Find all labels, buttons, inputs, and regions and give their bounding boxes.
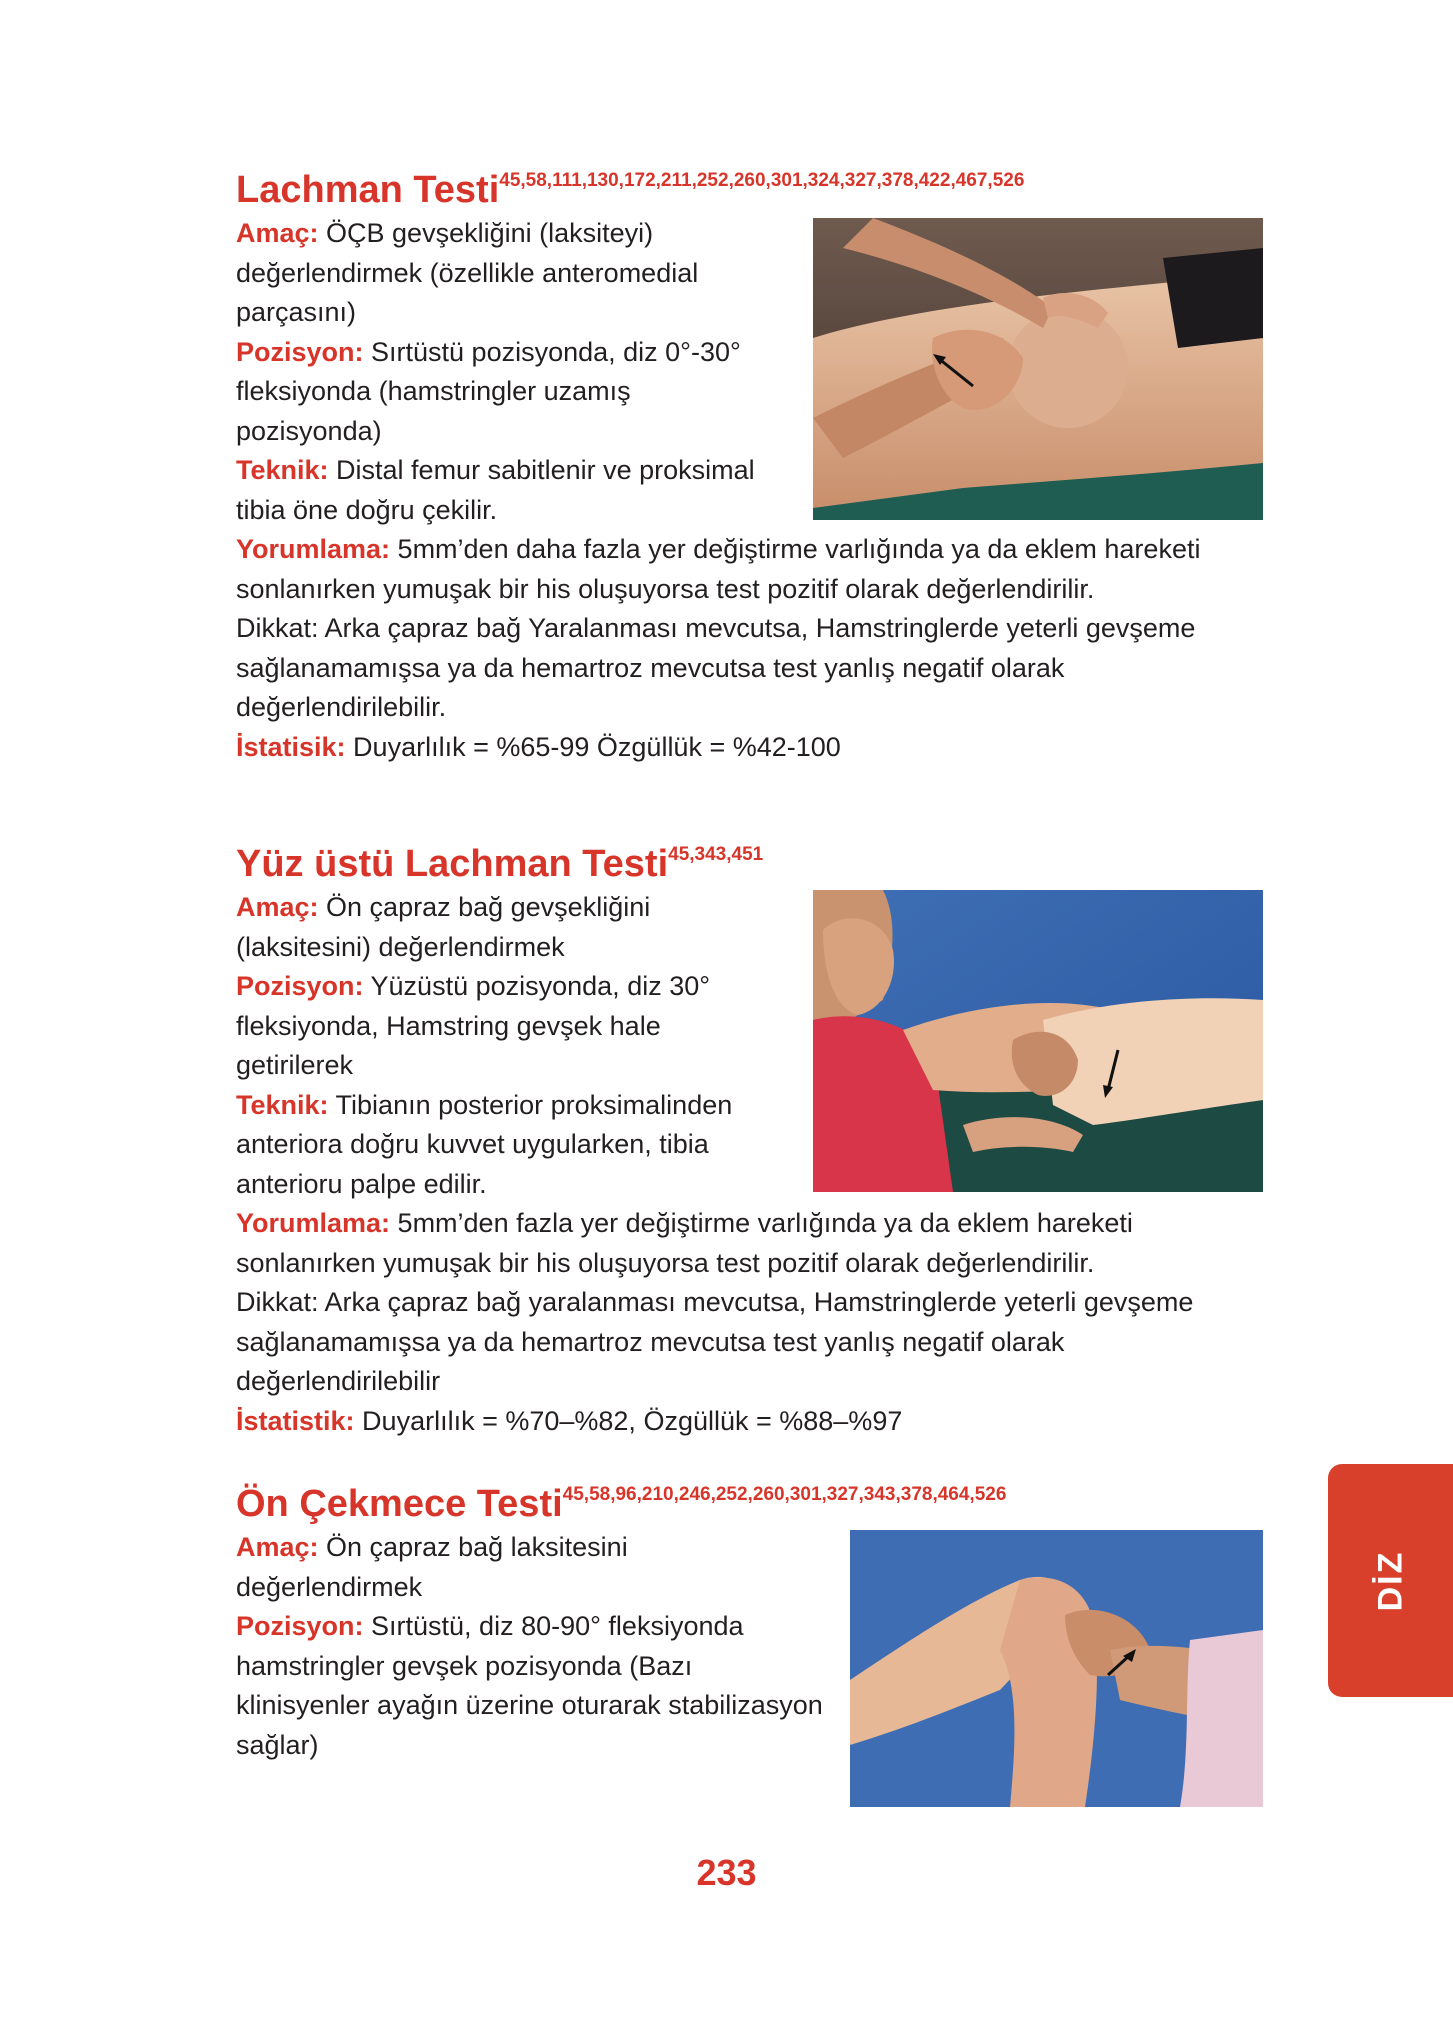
amac-label: Amaç: [236, 1532, 319, 1562]
dikkat-paragraph: Dikkat: Arka çapraz bağ Yaralanması mevcutsa, Hamstringlerde yeterli gevşeme sağlanamamışsa ya da hemartroz mevcutsa test yanlış negatif olarak değerlendirilebilir. [236, 613, 1196, 722]
amac-text: Ön çapraz bağ laksitesini değerlendirmek [236, 1532, 628, 1602]
istatistik-text: Duyarlılık = %65-99 Özgüllük = %42-100 [345, 731, 841, 762]
amac-paragraph [236, 214, 796, 333]
teknik-label: Teknik: [236, 1089, 329, 1120]
dikkat-paragraph: Dikkat: Arka çapraz bağ yaralanması mevcutsa, Hamstringlerde yeterli gevşeme sağlanamamışsa ya da hemartroz mevcutsa test yanlış negatif olarak değerlendirilebilir [236, 1287, 1194, 1396]
reference-numbers: 45,58,111,130,172,211,252,260,301,324,327,378,422,467,526 [499, 170, 1025, 191]
lachman-test-photo [813, 218, 1263, 520]
yorum-label: Yorumlama: [236, 1208, 391, 1238]
reference-numbers: 45,343,451 [668, 844, 764, 865]
teknik-paragraph [236, 451, 776, 530]
amac-paragraph [236, 1528, 796, 1607]
yorum-paragraph [236, 1204, 1276, 1283]
pozisyon-label: Pozisyon: [236, 971, 364, 1001]
pozisyon-text: Sırtüstü, diz 80-90° fleksiyonda hamstringler gevşek pozisyonda (Bazı klinisyenler ayağın üzerine oturarak stabilizasyon sağlar) [236, 1611, 823, 1760]
yorum-text: 5mm’den daha fazla yer değiştirme varlığında ya da eklem hareketi sonlanırken yumuşak bir his oluşuyorsa test pozitif olarak değerlendirilir. [236, 534, 1201, 604]
amac-text: Ön çapraz bağ gevşekliğini (laksitesini) değerlendirmek [236, 892, 651, 962]
anterior-drawer-test-photo [850, 1530, 1263, 1807]
teknik-text: Tibianın posterior proksimalinden anteriora doğru kuvvet uygularken, tibia anterioru palpe edilir. [236, 1089, 733, 1199]
yorum-text: 5mm’den fazla yer değiştirme varlığında ya da eklem hareketi sonlanırken yumuşak bir his oluşuyorsa test pozitif olarak değerlendirilir. [236, 1208, 1133, 1278]
istatistik-paragraph [236, 1402, 1276, 1442]
section-title [236, 842, 1276, 886]
amac-label: Amaç: [236, 218, 319, 248]
pozisyon-text: Yüzüstü pozisyonda, diz 30° fleksiyonda, Hamstring gevşek hale getirilerek [236, 971, 711, 1080]
istatistik-label: İstatisik: [236, 731, 346, 762]
chapter-side-tab [1328, 1464, 1453, 1697]
amac-text: ÖÇB gevşekliğini (laksiteyi) değerlendirmek (özellikle anteromedial parçasını) [236, 218, 699, 327]
amac-paragraph [236, 888, 756, 967]
pozisyon-paragraph [236, 1607, 826, 1765]
section-title [236, 1482, 1276, 1526]
pozisyon-paragraph [236, 333, 776, 452]
title-text: Yüz üstü Lachman Testi [236, 843, 669, 885]
pozisyon-label: Pozisyon: [236, 1611, 364, 1641]
yorum-paragraph [236, 530, 1246, 609]
title-text: Ön Çekmece Testi [236, 1483, 563, 1525]
istatistik-paragraph [236, 728, 1276, 768]
istatistik-text: Duyarlılık = %70–%82, Özgüllük = %88–%97 [354, 1405, 903, 1436]
prone-lachman-test-photo [813, 890, 1263, 1192]
amac-label: Amaç: [236, 892, 319, 922]
yorum-label: Yorumlama: [236, 534, 391, 564]
teknik-paragraph [236, 1086, 806, 1205]
reference-numbers: 45,58,96,210,246,252,260,301,327,343,378,464,526 [562, 1484, 1007, 1505]
section-title [236, 168, 1276, 212]
teknik-label: Teknik: [236, 455, 329, 485]
chapter-tab-label: DİZ [1371, 1550, 1409, 1611]
title-text: Lachman Testi [236, 169, 500, 211]
pozisyon-text: Sırtüstü pozisyonda, diz 0°-30° fleksiyonda (hamstringler uzamış pozisyonda) [236, 336, 741, 446]
page-number: 233 [696, 1852, 757, 1893]
pozisyon-paragraph [236, 967, 756, 1086]
istatistik-label: İstatistik: [236, 1405, 355, 1436]
pozisyon-label: Pozisyon: [236, 336, 364, 367]
teknik-text: Distal femur sabitlenir ve proksimal tibia öne doğru çekilir. [236, 455, 755, 525]
